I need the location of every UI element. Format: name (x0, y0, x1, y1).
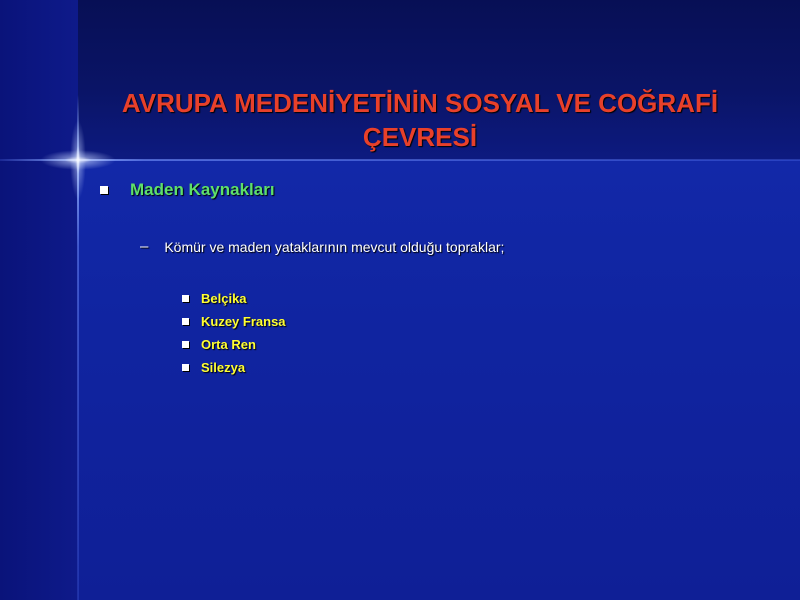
slide-left-band (0, 0, 78, 600)
list-item-text: Silezya (201, 360, 246, 375)
list-item-text: Kuzey Fransa (201, 314, 286, 329)
slide-content-background (78, 160, 800, 600)
square-bullet-icon (182, 318, 189, 325)
bullet-level1 (100, 180, 275, 200)
bullet-level2-text: Kömür ve maden yataklarının mevcut olduğu topraklar; (164, 238, 505, 255)
light-flare-vertical-icon (70, 120, 86, 200)
horizontal-divider-line (0, 159, 800, 161)
bullet-level3-list (182, 287, 286, 379)
slide-title-line2: ÇEVRESİ (362, 122, 478, 152)
list-item-text: Belçika (201, 291, 247, 306)
square-bullet-icon (100, 186, 108, 194)
bullet-level2 (140, 238, 504, 255)
square-bullet-icon (182, 295, 189, 302)
square-bullet-icon (182, 364, 189, 371)
list-item (182, 287, 286, 310)
list-item-text: Orta Ren (201, 337, 256, 352)
list-item (182, 356, 286, 379)
list-item (182, 310, 286, 333)
list-item (182, 333, 286, 356)
dash-bullet-icon: – (140, 238, 149, 255)
slide-title-line1: AVRUPA MEDENİYETİNİN SOSYAL VE COĞRAFİ (121, 88, 719, 118)
square-bullet-icon (182, 341, 189, 348)
slide-title (100, 86, 740, 154)
bullet-level1-text: Maden Kaynakları (130, 180, 275, 199)
